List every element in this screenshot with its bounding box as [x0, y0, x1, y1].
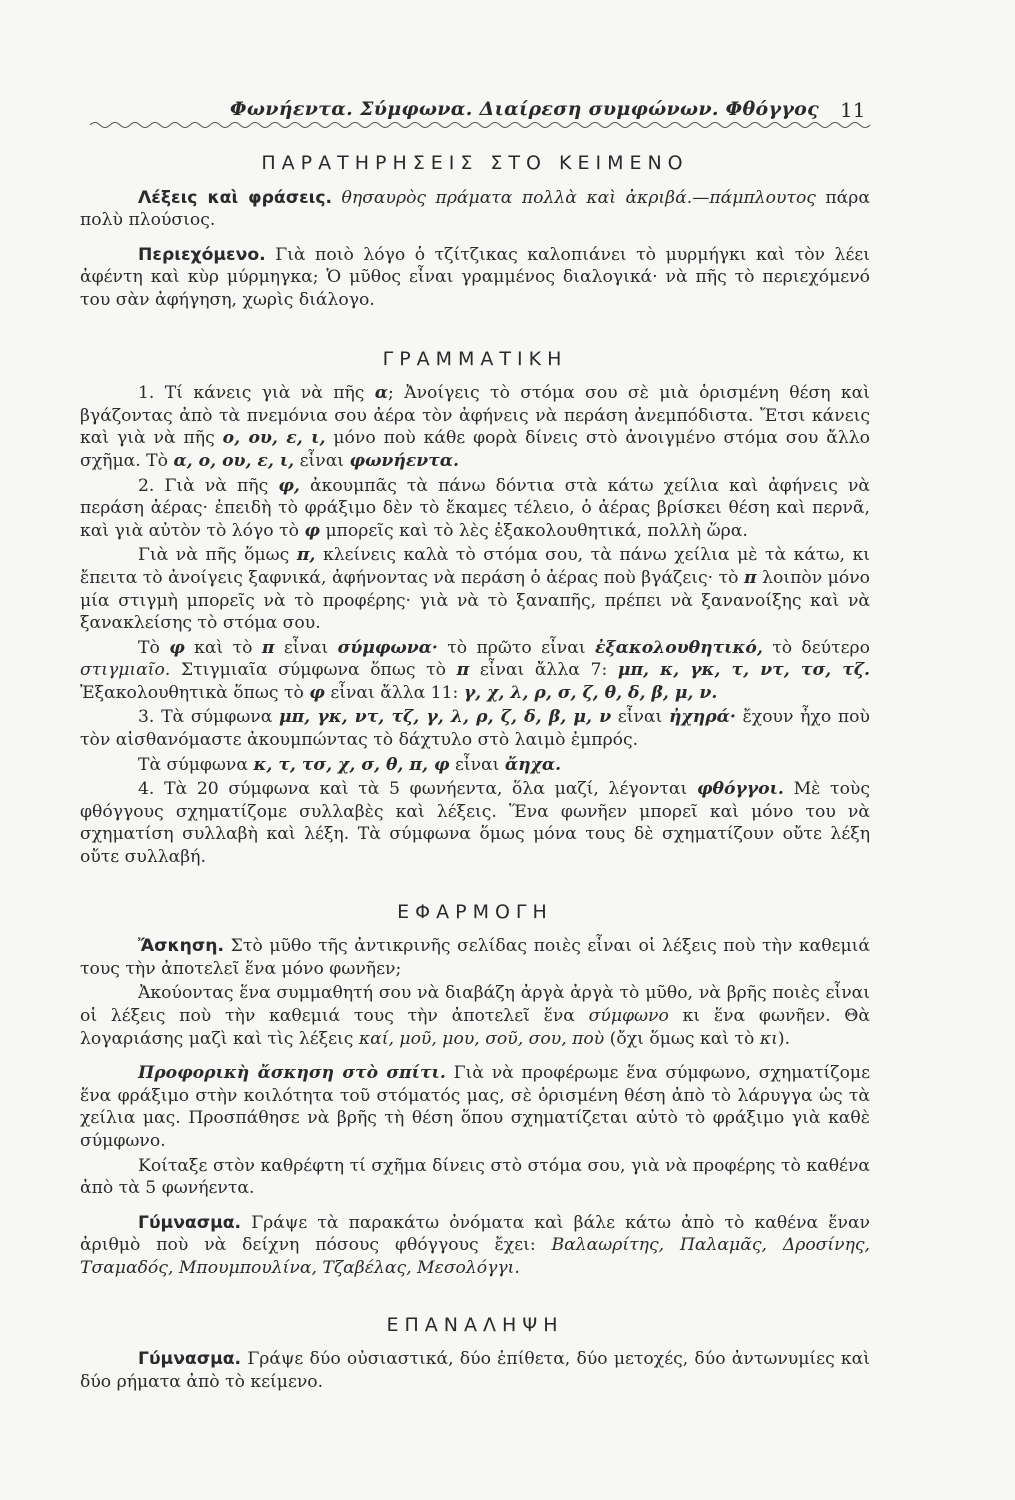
grammar-paragraph-2: 2. Γιὰ νὰ πῆς φ, ἀκουμπᾶς τὰ πάνω δόντια στὰ κάτω χείλια καὶ ἀφήνεις νὰ περάση ἀέρας· ἐπειδὴ τὸ φράξιμο δὲν τὸ ἔκαμες τέλειο, ὁ ἀέρας βρίσκει θέση καὶ περνᾶ, καὶ γιὰ αὐτὸν τὸ λόγο τὸ φ μπορεῖς καὶ τὸ λὲς ἐξακολουθητικά, πολλὴ ὥρα. [80, 475, 870, 541]
observations-heading: ΠΑΡΑΤΗΡΗΣΕΙΣ ΣΤΟ ΚΕΙΜΕΝΟ [261, 152, 689, 174]
oral-exercise-paragraph: Προφορικὴ ἄσκηση στὸ σπίτι. Γιὰ νὰ προφέρωμε ἕνα σύμφωνο, σχηματίζομε ἕνα φράξιμο στὴν κοιλότητα τοῦ στόματός μας, σὲ ὁρισμένη θέση ἀπὸ τὸ λάρυγγα ὡς τὰ χείλια μας. Προσπάθησε νὰ βρῆς τὴ θέση ὅπου σχηματίζεται αὐτὸ τὸ φράξιμο γιὰ καθὲ σύμφωνο. [80, 1063, 870, 1151]
grammar-heading: ΓΡΑΜΜΑΤΙΚΗ [382, 347, 568, 370]
review-heading: ΕΠΑΝΑΛΗΨΗ [386, 1313, 564, 1336]
grammar-paragraph-6: Τὰ σύμφωνα κ, τ, τσ, χ, σ, θ, π, φ εἶναι ἄηχα. [138, 754, 562, 775]
wavy-rule [90, 120, 870, 130]
grammar-paragraph-5: 3. Τὰ σύμφωνα μπ, γκ, ντ, τζ, γ, λ, ρ, ζ, δ, β, μ, ν εἶναι ἠχηρά· ἔχουν ἦχο ποὺ τὸν αἰσθανόμαστε ἀκουμπώντας τὸ δάχτυλο στὸ λαιμὸ ἐμπρός. [80, 707, 870, 751]
review-drill-paragraph: Γύμνασμα. Γράψε δύο οὐσιαστικά, δύο ἐπίθετα, δύο μετοχές, δύο ἀντωνυμίες καὶ δύο ρήματα ἀπὸ τὸ κείμενο. [80, 1349, 870, 1392]
mirror-exercise-paragraph: Κοίταξε στὸν καθρέφτη τί σχῆμα δίνεις στὸ στόμα σου, γιὰ νὰ προφέρης τὸ καθένα ἀπὸ τὰ 5 φωνήεντα. [80, 1155, 870, 1199]
application-heading: ΕΦΑΡΜΟΓΗ [397, 900, 553, 923]
page-number: 11 [840, 98, 866, 122]
content-paragraph: Περιεχόμενο. Γιὰ ποιὸ λόγο ὁ τζίτζικας καλοπιάνει τὸ μυρμήγκι καὶ τὸν λέει ἀφέντη καὶ κὺρ μύρμηγκα; Ὁ μῦθος εἶναι γραμμένος διαλογικά· νὰ πῆς τὸ περιεχόμενό του σὰν ἀφήγηση, χωρὶς διάλογο. [80, 244, 870, 310]
drill-paragraph: Γύμνασμα. Γράψε τὰ παρακάτω ὀνόματα καὶ βάλε κάτω ἀπὸ τὸ καθένα ἕναν ἀριθμὸ ποὺ νὰ δείχνη πόσους φθόγγους ἔχει: Βαλαωρίτης, Παλαμᾶς, Δροσίνης, Τσαμαδός, Μπουμπουλίνα, Τζαβέλας, Μεσολόγγι. [80, 1212, 870, 1278]
page-body [80, 152, 870, 1395]
grammar-paragraph-4: Τὸ φ καὶ τὸ π εἶναι σύμφωνα· τὸ πρῶτο εἶναι ἐξακολουθητικό, τὸ δεύτερο στιγμιαῖο. Στιγμιαῖα σύμφωνα ὅπως τὸ π εἶναι ἄλλα 7: μπ, κ, γκ, τ, ντ, τσ, τζ. Ἐξακολουθητικὰ ὅπως τὸ φ εἶναι ἄλλα 11: γ, χ, λ, ρ, σ, ζ, θ, δ, β, μ, ν. [80, 637, 870, 703]
grammar-paragraph-1: 1. Τί κάνεις γιὰ νὰ πῆς α; Ἀνοίγεις τὸ στόμα σου σὲ μιὰ ὁρισμένη θέση καὶ βγάζοντας ἀπὸ τὰ πνεμόνια σου ἀέρα τὸν ἀφήνεις νὰ περάση ἀνεμπόδιστα. Ἔτσι κάνεις καὶ γιὰ νὰ πῆς ο, ου, ε, ι, μόνο ποὺ κάθε φορὰ δίνεις στὸ ἀνοιγμένο στόμα σου ἄλλο σχῆμα. Τὸ α, ο, ου, ε, ι, εἶναι φωνήεντα. [80, 383, 870, 471]
exercise-paragraph: Ἄσκηση. Στὸ μῦθο τῆς ἀντικρινῆς σελίδας ποιὲς εἶναι οἱ λέξεις ποὺ τὴν καθεμιά τους τὴν ἀποτελεῖ ἕνα μόνο φωνῆεν; [80, 936, 870, 979]
running-title: Φωνήεντα. Σύμφωνα. Διαίρεση συμφώνων. Φθόγγος [230, 98, 820, 120]
grammar-paragraph-3: Γιὰ νὰ πῆς ὅμως π, κλείνεις καλὰ τὸ στόμα σου, τὰ πάνω χείλια μὲ τὰ κάτω, κι ἔπειτα τὸ ἀνοίγεις ξαφνικά, ἀφήνοντας νὰ περάση ὁ ἀέρας ποὺ βγάζεις· τὸ π λοιπὸν μόνο μία στιγμὴ μπορεῖς νὰ τὸ προφέρης· γιὰ νὰ τὸ ξαναπῆς, πρέπει νὰ ξανανοίξης καὶ νὰ ξανακλείσης τὸ στόμα σου. [80, 545, 870, 634]
running-header [0, 96, 1015, 136]
exercise-listening-paragraph: Ἀκούοντας ἕνα συμμαθητή σου νὰ διαβάζη ἀργὰ ἀργὰ τὸ μῦθο, νὰ βρῆς ποιὲς εἶναι οἱ λέξεις ποὺ τὴν καθεμιά τους τὴν ἀποτελεῖ ἕνα σύμφωνο κι ἕνα φωνῆεν. Θὰ λογαριάσης μαζὶ καὶ τὶς λέξεις καί, μοῦ, μου, σοῦ, σου, ποὺ (ὄχι ὅμως καὶ τὸ κι). [80, 983, 870, 1049]
grammar-paragraph-7: 4. Τὰ 20 σύμφωνα καὶ τὰ 5 φωνήεντα, ὅλα μαζί, λέγονται φθόγγοι. Μὲ τοὺς φθόγγους σχηματίζομε συλλαβὲς καὶ λέξεις. Ἕνα φωνῆεν μπορεῖ καὶ μόνο του νὰ σχηματίση συλλαβὴ καὶ λέξη. Τὰ σύμφωνα ὅμως μόνα τους δὲ σχηματίζουν οὔτε λέξη οὔτε συλλαβή. [80, 779, 870, 868]
words-phrases-paragraph: Λέξεις καὶ φράσεις. θησαυρὸς πράματα πολλὰ καὶ ἀκριβά.—πάμπλουτος πάρα πολὺ πλούσιος. [80, 187, 870, 231]
